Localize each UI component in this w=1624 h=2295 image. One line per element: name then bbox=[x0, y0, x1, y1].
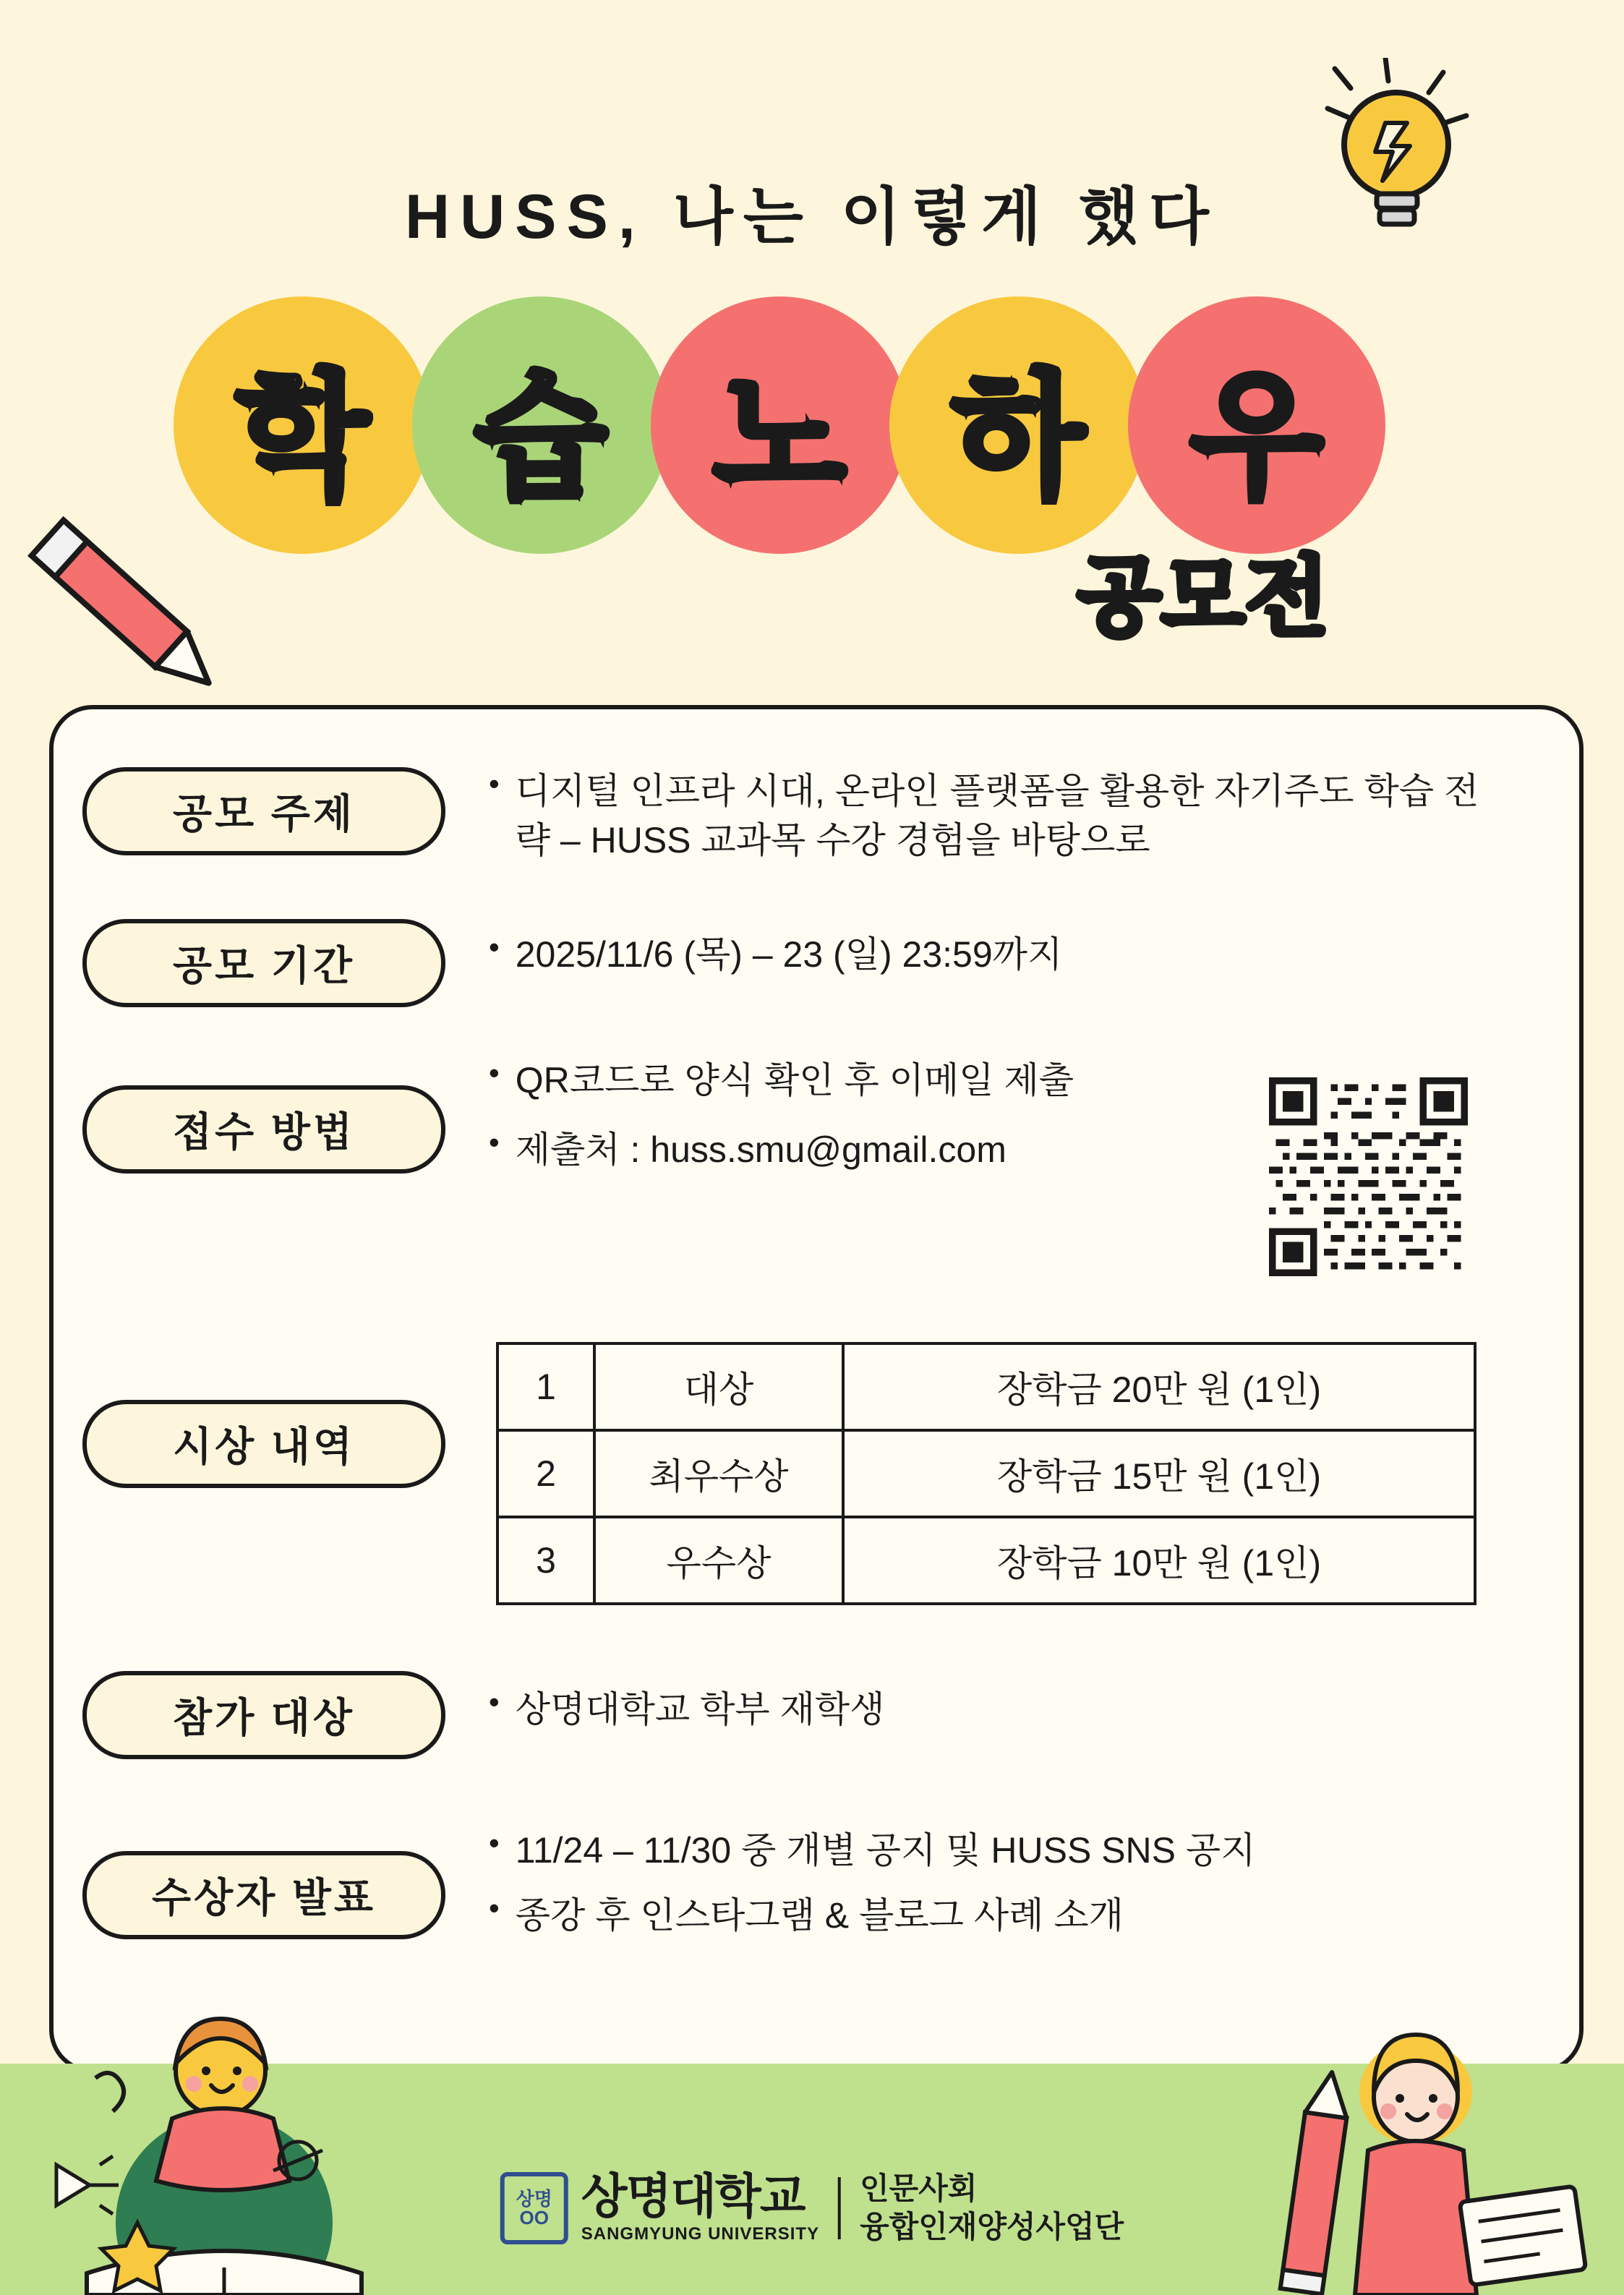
prize-no: 1 bbox=[497, 1343, 594, 1430]
title-char-2: 노 bbox=[651, 296, 908, 554]
topic-content bbox=[489, 767, 1513, 875]
bullet-dot: • bbox=[489, 766, 500, 800]
footer-logo bbox=[500, 2170, 1124, 2246]
logo-divider bbox=[838, 2177, 841, 2239]
label-prize: 시상 내역 bbox=[82, 1400, 445, 1488]
section-period bbox=[82, 919, 1062, 1007]
apply-content bbox=[489, 1056, 1074, 1184]
girl-with-pencil-illustration bbox=[1226, 1984, 1602, 2295]
section-target bbox=[82, 1671, 885, 1759]
list-item bbox=[489, 931, 1062, 980]
child-reading-book-illustration bbox=[43, 1984, 419, 2295]
list-item bbox=[489, 767, 1513, 865]
logo-mark-bottom: OO bbox=[519, 2206, 549, 2228]
list-item bbox=[489, 1826, 1256, 1876]
title-char-0: 학 bbox=[174, 296, 431, 554]
bullet-dot: • bbox=[489, 930, 500, 964]
university-name-en: SANGMYUNG UNIVERSITY bbox=[581, 2223, 820, 2244]
label-period: 공모 기간 bbox=[82, 919, 445, 1007]
section-announce bbox=[82, 1826, 1256, 1950]
period-text: 2025/11/6 (목) – 23 (일) 23:59까지 bbox=[515, 934, 1063, 975]
bullet-dot: • bbox=[489, 1685, 500, 1719]
list-item[interactable] bbox=[489, 1126, 1074, 1175]
pencil-icon bbox=[22, 506, 253, 716]
label-announce: 수상자 발표 bbox=[82, 1851, 445, 1939]
university-name-kr: 상명대학교 bbox=[581, 2168, 805, 2223]
title-char-4: 우 bbox=[1128, 296, 1385, 554]
prize-name: 우수상 bbox=[594, 1517, 843, 1604]
prize-no: 2 bbox=[497, 1430, 594, 1517]
section-apply bbox=[82, 1056, 1074, 1184]
prize-amount: 장학금 20만 원 (1인) bbox=[843, 1343, 1475, 1430]
label-target: 참가 대상 bbox=[82, 1671, 445, 1759]
label-apply: 접수 방법 bbox=[82, 1085, 445, 1174]
prize-name: 최우수상 bbox=[594, 1430, 843, 1517]
label-topic: 공모 주제 bbox=[82, 767, 445, 855]
table-row bbox=[497, 1343, 1475, 1430]
announce-text-2: 종강 후 인스타그램 & 블로그 사례 소개 bbox=[515, 1894, 1124, 1936]
bullet-dot: • bbox=[489, 1056, 500, 1090]
prize-amount: 장학금 15만 원 (1인) bbox=[843, 1430, 1475, 1517]
period-content bbox=[489, 919, 1062, 990]
table-row bbox=[497, 1517, 1475, 1604]
list-item bbox=[489, 1056, 1074, 1106]
announce-content bbox=[489, 1826, 1256, 1950]
target-content bbox=[489, 1671, 885, 1745]
list-item bbox=[489, 1685, 885, 1735]
announce-text-1: 11/24 – 11/30 중 개별 공지 및 HUSS SNS 공지 bbox=[515, 1830, 1256, 1871]
subtitle: 공모전 bbox=[1077, 549, 1329, 646]
qr-code-icon[interactable] bbox=[1269, 1077, 1468, 1276]
apply-email[interactable]: 제출처 : huss.smu@gmail.com bbox=[515, 1129, 1007, 1170]
topic-text: 디지털 인프라 시대, 온라인 플랫폼을 활용한 자기주도 학습 전략 – HUSS 교과목 수강 경험을 바탕으로 bbox=[515, 771, 1479, 860]
section-topic bbox=[82, 767, 1513, 875]
prize-table-wrap bbox=[496, 1342, 1476, 1605]
table-row bbox=[497, 1430, 1475, 1517]
list-item bbox=[489, 1892, 1256, 1941]
target-text: 상명대학교 학부 재학생 bbox=[515, 1689, 885, 1730]
logo-mark-top: 상명 bbox=[516, 2187, 552, 2210]
lightbulb-icon bbox=[1313, 58, 1479, 246]
bullet-dot: • bbox=[489, 1826, 500, 1860]
prize-table bbox=[496, 1342, 1476, 1605]
department-line-2: 융합인재양성사업단 bbox=[860, 2209, 1124, 2244]
info-card bbox=[49, 705, 1584, 2073]
prize-no: 3 bbox=[497, 1517, 594, 1604]
title-char-1: 습 bbox=[412, 296, 670, 554]
bullet-dot: • bbox=[489, 1890, 500, 1925]
prize-amount: 장학금 10만 원 (1인) bbox=[843, 1517, 1475, 1604]
page-title: HUSS, 나는 이렇게 했다 bbox=[404, 182, 1220, 252]
department-name bbox=[860, 2170, 1124, 2246]
bullet-dot: • bbox=[489, 1124, 500, 1159]
department-line-1: 인문사회 bbox=[860, 2171, 978, 2205]
section-prize bbox=[82, 1342, 1476, 1605]
apply-text-1: QR코드로 양식 확인 후 이메일 제출 bbox=[515, 1060, 1074, 1101]
university-name bbox=[581, 2168, 820, 2244]
title-circles bbox=[174, 296, 1461, 557]
title-char-3: 하 bbox=[889, 296, 1147, 554]
sangmyung-logo-icon bbox=[500, 2172, 568, 2244]
prize-name: 대상 bbox=[594, 1343, 843, 1430]
